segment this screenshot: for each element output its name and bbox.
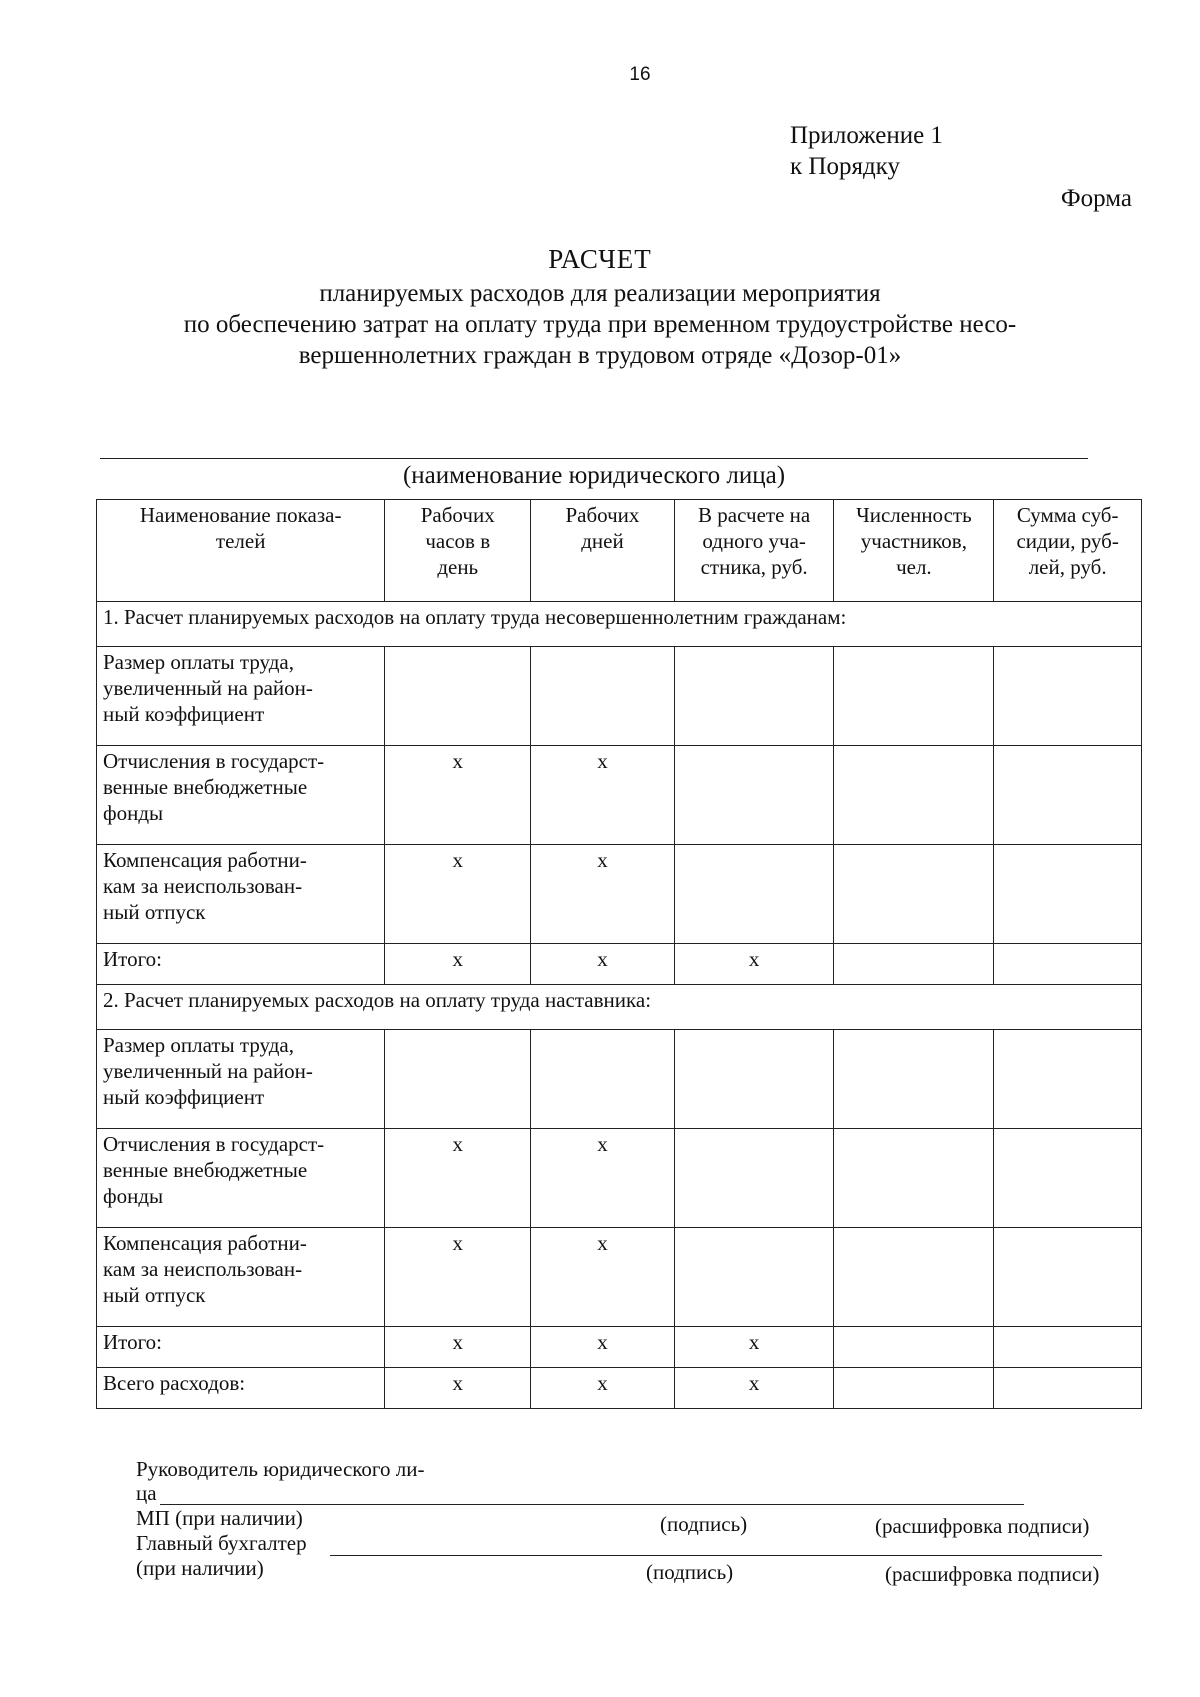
table-cell[interactable] bbox=[834, 1129, 994, 1228]
table-cell[interactable] bbox=[531, 1030, 675, 1129]
stamp-label: МП (при наличии) bbox=[136, 1506, 303, 1530]
entity-name-caption: (наименование юридического лица) bbox=[402, 462, 786, 489]
header-work-days: Рабочих дней bbox=[531, 500, 675, 602]
table-cell[interactable] bbox=[674, 845, 834, 944]
table-cell[interactable] bbox=[674, 1129, 834, 1228]
table-cell[interactable] bbox=[834, 1327, 994, 1368]
row-label: Размер оплаты труда, увеличенный на район- ный коэффициент bbox=[97, 647, 385, 746]
header-hours-per-day: Рабочих часов в день bbox=[385, 500, 531, 602]
table-row bbox=[97, 1030, 1142, 1129]
x-mark: x bbox=[674, 944, 834, 985]
table-cell[interactable] bbox=[994, 845, 1142, 944]
table-header-row bbox=[97, 500, 1142, 602]
section-row bbox=[97, 985, 1142, 1030]
header-per-participant: В расчете на одного уча- стника, руб. bbox=[674, 500, 834, 602]
row-label-total: Итого: bbox=[97, 1327, 385, 1368]
table-cell[interactable] bbox=[994, 1030, 1142, 1129]
head-signature-line[interactable] bbox=[160, 1504, 1024, 1505]
x-mark: x bbox=[531, 1228, 675, 1327]
head-label-line-2: ца bbox=[136, 1481, 157, 1505]
table-row bbox=[97, 944, 1142, 985]
section-1-title: 1. Расчет планируемых расходов на оплату труда несовершеннолетним гражданам: bbox=[97, 602, 1142, 647]
head-signature-caption: (подпись) bbox=[660, 1512, 748, 1536]
table-cell[interactable] bbox=[834, 1368, 994, 1409]
head-label-line-1: Руководитель юридического ли- bbox=[136, 1457, 425, 1481]
row-label-total: Итого: bbox=[97, 944, 385, 985]
table-cell[interactable] bbox=[834, 746, 994, 845]
row-label: Отчисления в государст- венные внебюджетные фонды bbox=[97, 1129, 385, 1228]
x-mark: x bbox=[385, 746, 531, 845]
row-label-grand-total: Всего расходов: bbox=[97, 1368, 385, 1409]
table-row bbox=[97, 845, 1142, 944]
header-indicator: Наименование показа- телей bbox=[97, 500, 385, 602]
section-2-title: 2. Расчет планируемых расходов на оплату труда наставника: bbox=[97, 985, 1142, 1030]
table-cell[interactable] bbox=[834, 1030, 994, 1129]
x-mark: x bbox=[674, 1327, 834, 1368]
x-mark: x bbox=[531, 746, 675, 845]
table-row bbox=[97, 1129, 1142, 1228]
x-mark: x bbox=[531, 845, 675, 944]
table-cell[interactable] bbox=[385, 647, 531, 746]
table-cell[interactable] bbox=[834, 845, 994, 944]
section-row bbox=[97, 602, 1142, 647]
document-subtitle bbox=[105, 278, 1095, 371]
subtitle-line-1: планируемых расходов для реализации мероприятия bbox=[319, 280, 881, 307]
table-cell[interactable] bbox=[994, 647, 1142, 746]
table-row bbox=[97, 746, 1142, 845]
x-mark: x bbox=[385, 1327, 531, 1368]
calculation-table bbox=[96, 499, 1142, 1409]
table-row bbox=[97, 1368, 1142, 1409]
table-cell[interactable] bbox=[531, 647, 675, 746]
x-mark: x bbox=[385, 1228, 531, 1327]
x-mark: x bbox=[385, 944, 531, 985]
x-mark: x bbox=[385, 1129, 531, 1228]
table-row bbox=[97, 647, 1142, 746]
row-label: Компенсация работни- кам за неиспользован- ный отпуск bbox=[97, 845, 385, 944]
entity-name-line[interactable] bbox=[100, 458, 1088, 459]
page-number: 16 bbox=[629, 64, 651, 85]
x-mark: x bbox=[385, 845, 531, 944]
table-cell[interactable] bbox=[674, 746, 834, 845]
x-mark: x bbox=[531, 1327, 675, 1368]
x-mark: x bbox=[674, 1368, 834, 1409]
row-label: Отчисления в государст- венные внебюджетные фонды bbox=[97, 746, 385, 845]
header-subsidy-sum: Сумма суб- сидии, руб- лей, руб. bbox=[994, 500, 1142, 602]
accountant-signature-caption: (подпись) bbox=[646, 1560, 734, 1584]
document-title: РАСЧЕТ bbox=[548, 244, 652, 274]
table-cell[interactable] bbox=[834, 1228, 994, 1327]
head-decoding-caption: (расшифровка подписи) bbox=[875, 1514, 1090, 1538]
x-mark: x bbox=[385, 1368, 531, 1409]
subtitle-line-3: вершеннолетних граждан в трудовом отряде «Дозор-01» bbox=[298, 342, 902, 369]
table-cell[interactable] bbox=[994, 1327, 1142, 1368]
table-cell[interactable] bbox=[994, 746, 1142, 845]
row-label: Компенсация работни- кам за неиспользован- ный отпуск bbox=[97, 1228, 385, 1327]
subtitle-line-2: по обеспечению затрат на оплату труда при временном трудоустройстве несо- bbox=[183, 311, 1017, 338]
row-label: Размер оплаты труда, увеличенный на район- ный коэффициент bbox=[97, 1030, 385, 1129]
accountant-label-line-1: Главный бухгалтер bbox=[136, 1531, 307, 1555]
x-mark: x bbox=[531, 1129, 675, 1228]
appendix-reference bbox=[790, 120, 943, 182]
header-participants-count: Численность участников, чел. bbox=[834, 500, 994, 602]
x-mark: x bbox=[531, 944, 675, 985]
table-cell[interactable] bbox=[834, 647, 994, 746]
table-cell[interactable] bbox=[674, 1030, 834, 1129]
table-row bbox=[97, 1327, 1142, 1368]
table-cell[interactable] bbox=[674, 647, 834, 746]
table-cell[interactable] bbox=[994, 1368, 1142, 1409]
accountant-label-line-2: (при наличии) bbox=[136, 1556, 264, 1580]
table-cell[interactable] bbox=[674, 1228, 834, 1327]
accountant-signature-line[interactable] bbox=[330, 1555, 1102, 1556]
table-row bbox=[97, 1228, 1142, 1327]
table-cell[interactable] bbox=[994, 1129, 1142, 1228]
x-mark: x bbox=[531, 1368, 675, 1409]
table-cell[interactable] bbox=[834, 944, 994, 985]
table-cell[interactable] bbox=[994, 944, 1142, 985]
form-label: Форма bbox=[1060, 185, 1132, 212]
appendix-line-2: к Порядку bbox=[790, 153, 900, 180]
table-cell[interactable] bbox=[385, 1030, 531, 1129]
accountant-decoding-caption: (расшифровка подписи) bbox=[885, 1562, 1100, 1586]
appendix-line-1: Приложение 1 bbox=[790, 122, 943, 149]
table-cell[interactable] bbox=[994, 1228, 1142, 1327]
